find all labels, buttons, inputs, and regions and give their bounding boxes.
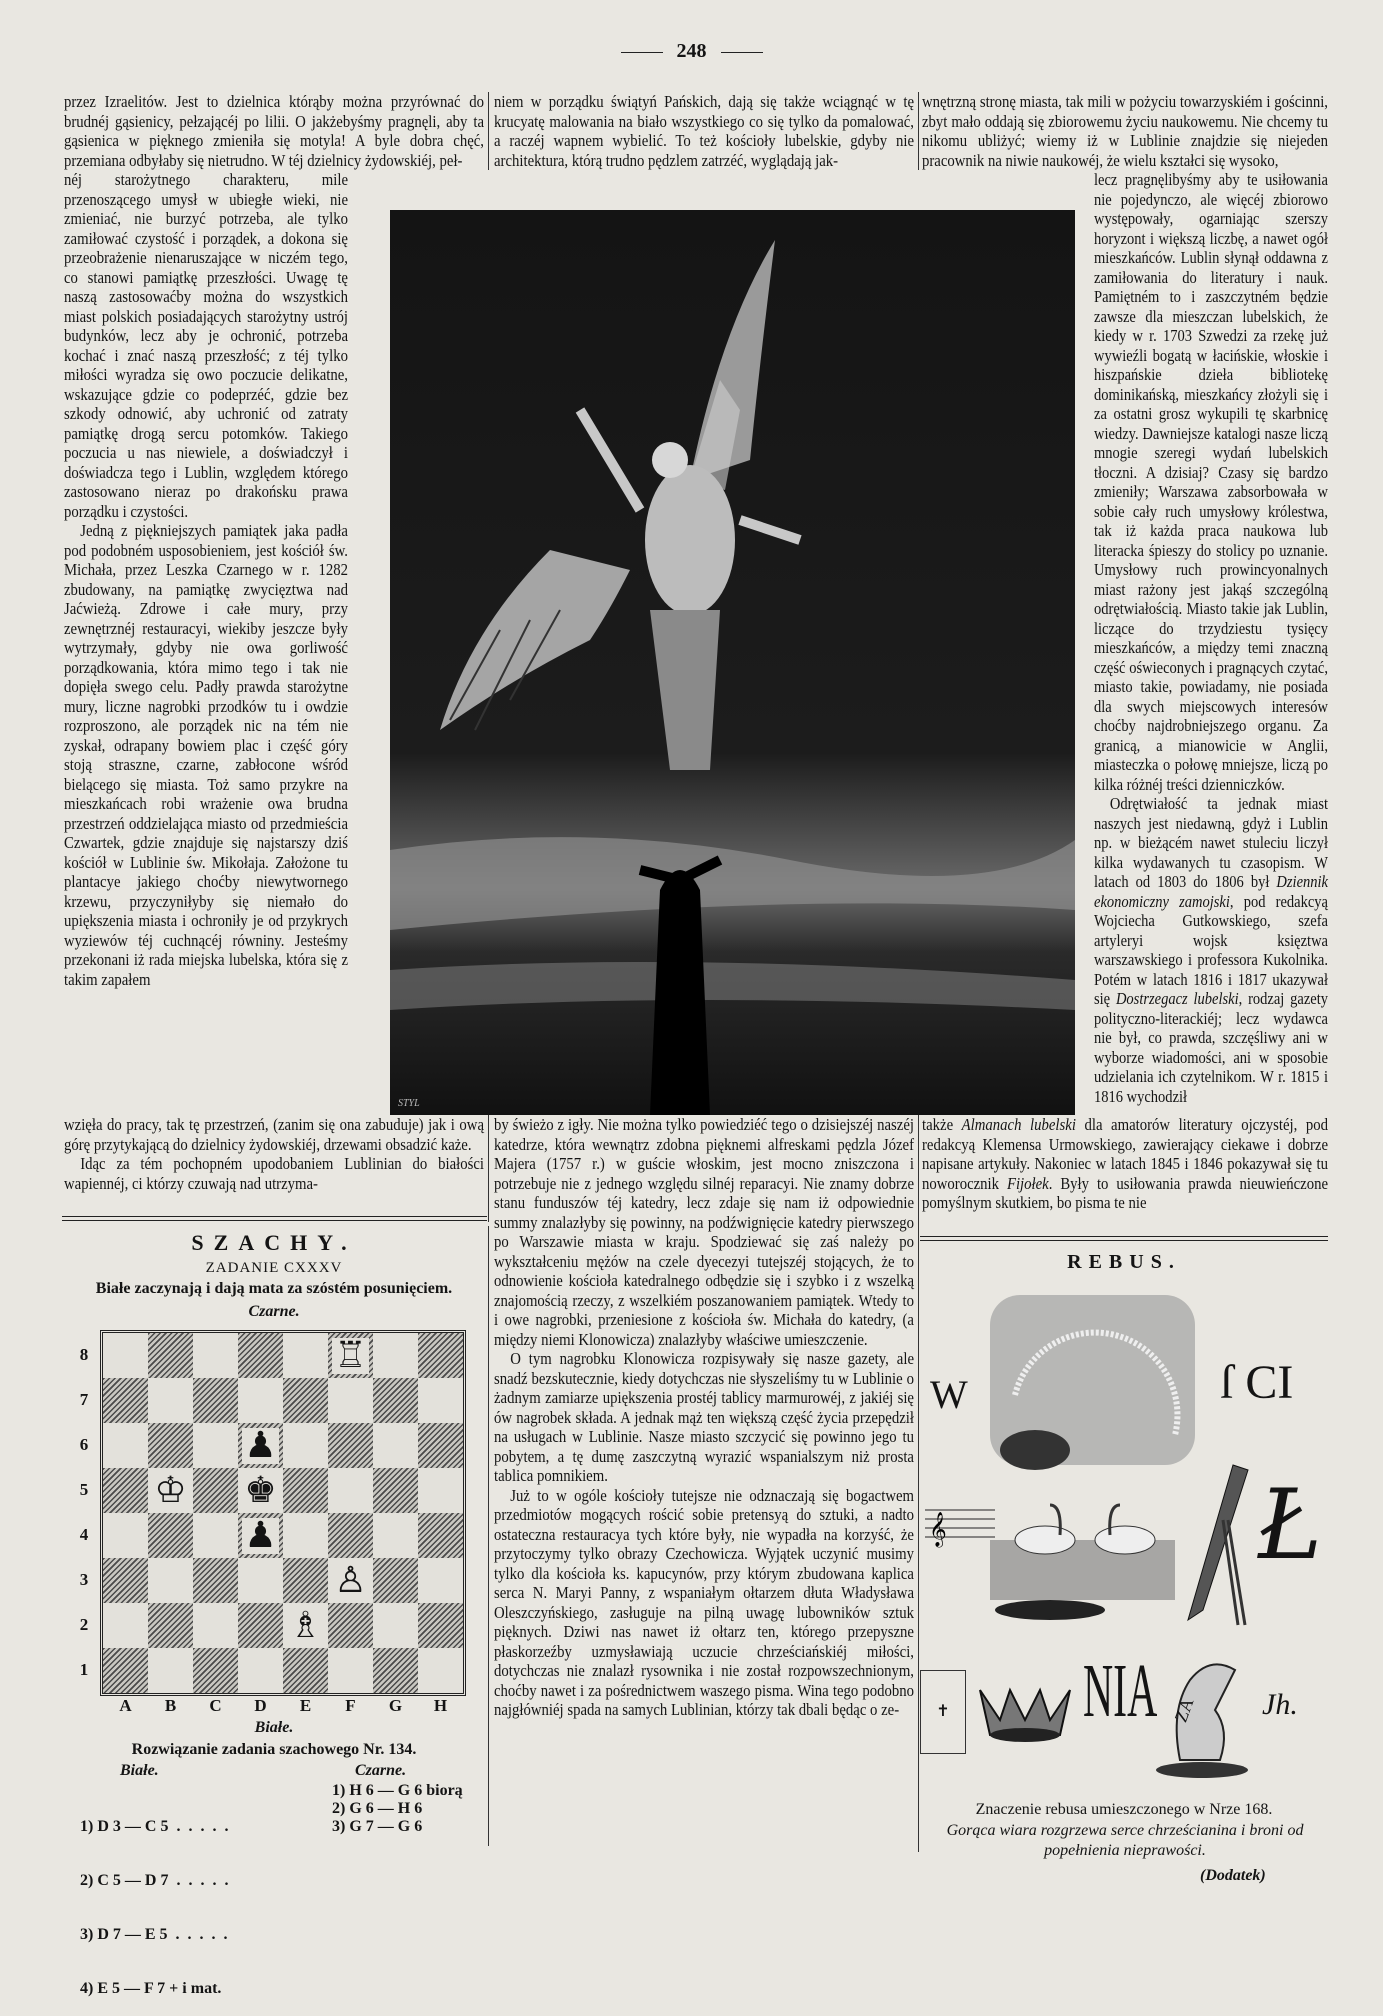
square-f8 — [328, 1333, 373, 1378]
square-a5 — [103, 1468, 148, 1513]
square-g2 — [373, 1603, 418, 1648]
periodical-title: Almanach lubelski — [961, 1115, 1076, 1134]
black-pawn-icon: ♟ — [244, 1424, 277, 1466]
square-d7 — [238, 1378, 283, 1423]
white-bishop-icon: ♗ — [289, 1604, 322, 1646]
chess-problem-number: ZADANIE CXXXV — [205, 1260, 343, 1276]
article-left-bottom — [64, 1115, 484, 1193]
square-g6 — [373, 1423, 418, 1468]
illustration-signature: STYL — [398, 1098, 420, 1109]
white-pawn-icon: ♙ — [334, 1559, 367, 1601]
move: 2) C 5 — D 7 . . . . . — [80, 1872, 229, 1889]
black-pawn-icon: ♟ — [244, 1514, 277, 1556]
square-f4 — [328, 1513, 373, 1558]
square-c5 — [193, 1468, 238, 1513]
square-a8 — [103, 1333, 148, 1378]
file-label: F — [345, 1696, 356, 1715]
rebus-answer-text: Gorąca wiara rozgrzewa serce chrześcianina i broni od popełnienia nieprawości. — [946, 1822, 1304, 1859]
engraving — [390, 210, 1075, 1115]
white-rook-icon: ♖ — [334, 1334, 367, 1376]
white-moves — [80, 1782, 228, 2016]
column-rule — [488, 1226, 489, 1846]
square-e7 — [283, 1378, 328, 1423]
article-text: niem w porządku świątyń Pańskich, dają się także wciągnąć w tę krucyatę malowania na biało wszystkiego co się tylko da pomalować, a raczéj wapnem wybielić. To też kościoły lubelskie, gdyby nie architektura, którą trudno pędzlem zatrzéć, wyglądają jak- — [494, 92, 914, 170]
black-moves — [332, 1782, 463, 1836]
article-paragraph: Jedną z piękniejszych pamiątek jaka padła pod podobném usposobieniem, jest kościół św. Michała, przez Leszka Czarnego w r. 1282 zbudowany, na pamiątkę zwycięztwa nad Jaćwieżą. Zdrowe i całe mury, przy zewnętrznéj restauracyi, wiekiby jeszcze były wytrzymały, gdyby nie owa gorliwość porządkowania, która mimo tego i tak nie dopięła swego celu. Padły prawda starożytne mury, liczne nagrobki przodków tu i owdzie rozproszono, ale porządek nic na tém nie zyskał, odrapany bowiem plac i część góry stoją straszne, czarne, zabłocone wśród bielącego się miasta. Toż samo przykre na mieszkańcach robi wrażenie owa brudna przestrzeń oddzielająca miasto od przedmieścia Czwartek, gdzie znajduje się najstarszy dziś kościół w Lublinie św. Mikołaja. Założone tu plantacye jakiego choćby niewytwornego krzewu, przyczyniłyby się niemało do upiększenia miasta i ochroniły je od przykrych wyziewów téj cuchnącéj równiny. Jesteśmy przekonani iż rada miejska lubelska, która się z takim zapałem — [64, 521, 348, 989]
text-run: . Były to usiłowania prawda nieuwieńczone pomyślnym skutkiem, bo pisma te nie — [922, 1173, 1329, 1212]
square-b4 — [148, 1513, 193, 1558]
black-king-icon: ♚ — [244, 1469, 277, 1511]
article-paragraph: lecz pragnęlibyśmy aby te usiłowania nie pojedynczo, ale więcéj zbiorowo występowały, ogarniając szerszy horyzont i większą liczbę, a nawet ogół mieszkańców. Lublin słynął oddawna z zamiłowania do literatury i nauk. Pamiętném to i zaszczytném będzie zawsze dla mieszczan lubelskich, że kiedy w r. 1703 Szwedzi za rzekę już wywieźli bogatą w łacińskie, włoskie i hiszpańskie dzieła bibliotekę dominikańską, mieszkańcy złożyli się i za ostatni grosz wykupili tę skarbnicę wiedzy. Dawniejsze katalogi nasze liczą mnogie szeregi wydań lubelskich tłoczni. A dzisiaj? Czasy się bardzo zmieniły; Warszawa zabsorbowała w sobie cały ruch umysłowy królestwa, tak iż każda praca naukowa lub literacka śpieszy do stolicy po uznanie. Umysłowy ruch prowincyonalnych miast rażony jest jakąś szczególną odrętwiałością. Miasto takie jak Lublin, liczące do trzydziestu tysięcy mieszkańców, a między temi znaczną część oświeconych i pragnących czytać, miasto takie, powiadamy, nie posiada dla swych miejscowych interesów choćby najdrobniejszego organu. Za granicą, a mianowicie w Anglii, miasteczka o połowę mniejsze, liczą po kilka różnéj treści dzienniczków. — [1094, 170, 1328, 794]
rat-icon — [1150, 1650, 1250, 1780]
square-d3 — [238, 1558, 283, 1603]
move: 4) E 5 — F 7 + i mat. — [80, 1980, 222, 1997]
article-paragraph — [922, 1115, 1328, 1213]
playing-card-icon: ✝ — [920, 1670, 966, 1754]
page-number-header — [0, 40, 1383, 63]
rebus-source: (Dodatek) — [1200, 1867, 1266, 1884]
article-paragraph: O tym nagrobku Klonowicza rozpisywały się nasze gazety, ale snadź bezskutecznie, kiedy dotychczas nie słyszeliśmy tu w Lublinie o żadnym zamiarze upiększenia prostéj tablicy marmurowéj, z jakiéj się ów nagrobek składa. A jednak mąż ten większą część życia przepędził na usługach w Lublinie. Nasze miasto szczycić się powinno jego tu pobytem, a tę dumę zaszczytną wyrazić wspanialszym niż prosta tablica pomnikiem. — [494, 1349, 914, 1485]
column-rule — [918, 1112, 919, 1852]
square-b3 — [148, 1558, 193, 1603]
square-f5 — [328, 1468, 373, 1513]
rainbow-icon — [985, 1285, 1200, 1480]
rank-label: 8 — [79, 1345, 89, 1364]
white-side-label: Białe. — [254, 1719, 294, 1736]
move: 3) G 7 — G 6 — [332, 1818, 423, 1835]
article-middle-top — [494, 92, 914, 170]
section-rule — [920, 1236, 1328, 1241]
article-middle-bottom — [494, 1115, 914, 1720]
article-right-bottom — [922, 1115, 1328, 1213]
square-h4 — [418, 1513, 463, 1558]
move: 2) G 6 — H 6 — [332, 1800, 423, 1817]
square-e4 — [283, 1513, 328, 1558]
square-a4 — [103, 1513, 148, 1558]
square-e5 — [283, 1468, 328, 1513]
rank-label: 2 — [79, 1615, 89, 1634]
square-c4 — [193, 1513, 238, 1558]
square-b2 — [148, 1603, 193, 1648]
article-text: przez Izraelitów. Jest to dzielnica którąby można przyrównać do brudnéj gąsienicy, pełzającéj po lilii. O jakżebyśmy pragnęli, aby ta gąsienica w pięknego zmieniła się motyla! A byle dobra chęć, przemiana odbyłaby się nietrudno. W téj dzielnicy żydowskiéj, peł- — [64, 92, 484, 170]
periodical-title: Dostrzegacz lubelski — [1115, 989, 1239, 1008]
square-f3 — [328, 1558, 373, 1603]
square-c2 — [193, 1603, 238, 1648]
crown-icon — [975, 1680, 1075, 1750]
svg-text:𝄞: 𝄞 — [929, 1512, 947, 1547]
column-rule — [918, 92, 919, 170]
move: 3) D 7 — E 5 . . . . . — [80, 1926, 228, 1943]
rank-label: 3 — [79, 1570, 89, 1589]
square-h8 — [418, 1333, 463, 1378]
solution-title: Rozwiązanie zadania szachowego Nr. 134. — [131, 1741, 417, 1758]
square-b1 — [148, 1648, 193, 1693]
square-h7 — [418, 1378, 463, 1423]
rebus-title: REBUS. — [1067, 1251, 1181, 1273]
square-h2 — [418, 1603, 463, 1648]
article-paragraph: by świeżo z igły. Nie można tylko powiedziéć tego o dzisiejszéj naszéj katedrze, która wewnątrz zdobna pięknemi alfreskami pędzla Józef Majera (1757 r.) w guście włoskim, jest mocno zniszczona i potrzebuje nie z jednego względu silnéj reparacyi. Nie znamy dobrze stanu funduszów téj katedry, lecz zdaje się nam iż odpowiednie summy znalazłyby się powinny, na podźwignięcie katedry pierwszego po Warszawie miasta w kraju. Spodziewać się zaś należy po wykształceniu mężów na czele dyecezyi tutejszéj stojących, że to odnowienie kościoła katedralnego odbędzie się i szybko i z wszelką znajomością rzeczy, z wszelkiém poszanowaniem pamiątek. Wtedy to i owe nagrobki, przeniesione z kościoła św. Michała do katedry, (a między niemi Klonowicza) znalazłyby właściwe umieszczenie. — [494, 1115, 914, 1349]
rank-label: 1 — [79, 1660, 89, 1679]
rebus-letters-ci: ſ CI — [1220, 1356, 1294, 1409]
scroll-and-oars-picture — [1178, 1460, 1250, 1635]
square-a2 — [103, 1603, 148, 1648]
figure — [645, 465, 735, 615]
square-a7 — [103, 1378, 148, 1423]
column-rule — [488, 92, 489, 170]
square-e8 — [283, 1333, 328, 1378]
square-a3 — [103, 1558, 148, 1603]
move: 1) D 3 — C 5 . . . . . — [80, 1818, 229, 1835]
square-f6 — [328, 1423, 373, 1468]
text-run: Odrętwiałość ta jednak miast naszych jest niedawną, gdyż i Lublin np. w bieżącém nawet stuleciu liczył kilka wydawanych tu czasopism. W latach od 1803 do 1806 był — [1094, 794, 1328, 891]
article-top-left — [64, 92, 484, 170]
periodical-title: Fijołek — [1006, 1173, 1049, 1193]
rebus-script-jh: Jh. — [1262, 1688, 1298, 1721]
file-label: D — [254, 1696, 267, 1715]
square-e1 — [283, 1648, 328, 1693]
text-run: , rodzaj gazety polityczno-literackiéj; lecz wydawca nie był, co prawda, szczęśliwy ani w wyborze wiadomości, ani w sposobie udzielania ich czytelnikom. W r. 1815 i 1816 wychodził — [1094, 989, 1328, 1106]
square-b5 — [148, 1468, 193, 1513]
square-g5 — [373, 1468, 418, 1513]
square-e6 — [283, 1423, 328, 1468]
square-g3 — [373, 1558, 418, 1603]
white-king-icon: ♔ — [154, 1469, 187, 1511]
rank-label: 6 — [79, 1435, 89, 1454]
white-moves-header: Białe. — [120, 1762, 159, 1779]
file-label: H — [433, 1696, 448, 1715]
column-rule — [488, 1112, 489, 1222]
square-c7 — [193, 1378, 238, 1423]
rebus-letters-za: ZA — [1170, 1695, 1198, 1725]
rainbow-picture — [985, 1285, 1200, 1480]
square-d2 — [238, 1603, 283, 1648]
article-right-narrow — [1094, 170, 1328, 1106]
move: 1) H 6 — G 6 biorą — [332, 1782, 463, 1799]
text-run: , pod redakcyą Wojciecha Gutkowskiego, szefa artyleryi wojsk księztwa warszawskiego i professora Kukolnika. Potém w latach 1816 i 1817 ukazywał się — [1094, 891, 1328, 1008]
article-left-narrow — [64, 170, 348, 989]
article-text: wnętrzną stronę miasta, tak mili w pożyciu towarzyskiém i gościnni, zbyt mało oddają się zbiorowemu życiu naukowemu. Nie chcemy tu nikomu ubliżyć; wiemy iż w Lublinie znajdzie się niejeden pracownik na niwie naukowéj, że wielu kształci się wysoko, — [922, 92, 1328, 170]
square-d6 — [238, 1423, 283, 1468]
text-run: także — [922, 1115, 962, 1134]
file-label: C — [209, 1696, 222, 1715]
square-c8 — [193, 1333, 238, 1378]
music-clef-picture — [925, 1505, 995, 1555]
article-paragraph: wzięła do pracy, tak tę przestrzeń, (zanim się ona zabuduje) jak i ową górę przytykającą do dzielnicy żydowskiéj, drzewami obsadzić każe. — [64, 1115, 484, 1154]
swans-icon — [990, 1500, 1175, 1625]
square-f7 — [328, 1378, 373, 1423]
file-label: A — [119, 1696, 132, 1715]
scroll-icon — [1178, 1460, 1250, 1630]
illustration-bat-winged-demon — [390, 210, 1075, 1115]
rebus-answer-title: Znaczenie rebusa umieszczonego w Nrze 168. — [975, 1801, 1273, 1818]
rank-label: 5 — [79, 1480, 89, 1499]
divider — [621, 52, 663, 53]
file-label: E — [299, 1696, 312, 1715]
chess-instruction: Białe zaczynają i dają mata za szóstém posunięciem. — [95, 1280, 453, 1297]
square-g4 — [373, 1513, 418, 1558]
square-c1 — [193, 1648, 238, 1693]
black-moves-header: Czarne. — [355, 1762, 407, 1779]
square-d4 — [238, 1513, 283, 1558]
black-side-label: Czarne. — [248, 1303, 300, 1320]
article-right-top — [922, 92, 1328, 170]
square-d8 — [238, 1333, 283, 1378]
square-h1 — [418, 1648, 463, 1693]
square-h5 — [418, 1468, 463, 1513]
square-e3 — [283, 1558, 328, 1603]
swans-picture — [990, 1500, 1175, 1630]
rebus-letter-w: W — [930, 1372, 968, 1417]
rank-label: 7 — [79, 1390, 89, 1409]
square-h3 — [418, 1558, 463, 1603]
square-h6 — [418, 1423, 463, 1468]
rebus-script-letter: Ł — [1258, 1469, 1323, 1581]
square-a1 — [103, 1648, 148, 1693]
square-d5 — [238, 1468, 283, 1513]
text-run: dla amatorów literatury ojczystéj, pod redakcyą Klemensa Urmowskiego, zawierający ciekawe i dobrze napisane artykuły. Nakoniec w latach 1845 i 1846 pokazywał się tu noworocznik — [922, 1115, 1329, 1193]
square-b6 — [148, 1423, 193, 1468]
file-label: G — [388, 1696, 403, 1715]
periodical-title: Dziennik ekonomiczny zamojski — [1094, 872, 1328, 911]
divider — [721, 52, 763, 53]
rank-label: 4 — [79, 1525, 89, 1544]
article-paragraph: Już to w ogóle kościoły tutejsze nie odznaczają się bogactwem przedmiotów mogących rościć sobie pretensyą do sztuki, a nadto ostateczna restauracya tych które były, nie wypadła na korzyść, że przytoczymy tylko obrazy Czechowicza. Wyjątek uczynić musimy tylko dla kościoła ks. kapucynów, przy którym zbudowana kaplica serca N. Maryi Panny, z wspaniałym ołtarzem dłuta Władysława Oleszczyńskiego, zasługuje na pilną uwagę lubowników sztuk pięknych. Dziwi nas nawet iż ołtarz ten, którego przepyszne płaskorzeźby uzmysławiają uczucie chrześciańskiéj miłości, dotychczas nie znalazł rysownika i nie został rozpowszechnionym, choćby nawet i za pośrednictwem waszego pisma. Wina tego podobno najgłówniéj spada na samych Lublinian, którzy tak dbali będąc o ze- — [494, 1485, 914, 1719]
section-rule — [62, 1216, 487, 1221]
file-label: B — [164, 1696, 177, 1715]
treble-clef-staff-icon — [925, 1505, 995, 1550]
square-c6 — [193, 1423, 238, 1468]
square-g8 — [373, 1333, 418, 1378]
square-g1 — [373, 1648, 418, 1693]
square-c3 — [193, 1558, 238, 1603]
square-b7 — [148, 1378, 193, 1423]
chess-title: SZACHY. — [191, 1230, 357, 1255]
square-a6 — [103, 1423, 148, 1468]
square-e2 — [283, 1603, 328, 1648]
article-paragraph — [1094, 794, 1328, 1106]
square-f2 — [328, 1603, 373, 1648]
square-g7 — [373, 1378, 418, 1423]
page-number: 248 — [676, 40, 707, 62]
square-b8 — [148, 1333, 193, 1378]
square-d1 — [238, 1648, 283, 1693]
rebus-letters-nia: NIA — [1083, 1649, 1158, 1733]
article-paragraph: Idąc za tém pochopném upodobaniem Lublinian do białości wapiennéj, ci którzy czuwają nad utrzyma- — [64, 1154, 484, 1193]
rat-picture — [1150, 1650, 1250, 1785]
square-f1 — [328, 1648, 373, 1693]
article-paragraph: néj starożytnego charakteru, mile przenoszącego umysł w ubiegłe wieki, nie zmieniać, nie burzyć potrzeba, ale tylko zamiłować czystość i porządek, a dokona się przeobrażenie nienaruszające w niczém tego, co stanowi pamiątkę przeszłości. Uwagę tę naszą zastosowaćby można do wszystkich miast polskich posiadających starożytny ustrój budynków, lecz aby je ochronić, potrzeba kochać i znać naszą przeszłość; z téj tylko miłości wyradza się owo poczucie delikatne, wskazujące gdzie co podeprzéć, gdzie bez szkody odnowić, aby uchronić od zatraty pamiątkę drogą sercu potomków. Takiego poczucia u nas niewiele, a doświadczył i doświadcza tego i Lublin, względem którego zastosowano nieraz po drakońsku prawa porządku i czystości. — [64, 170, 348, 521]
chess-board — [100, 1330, 466, 1696]
